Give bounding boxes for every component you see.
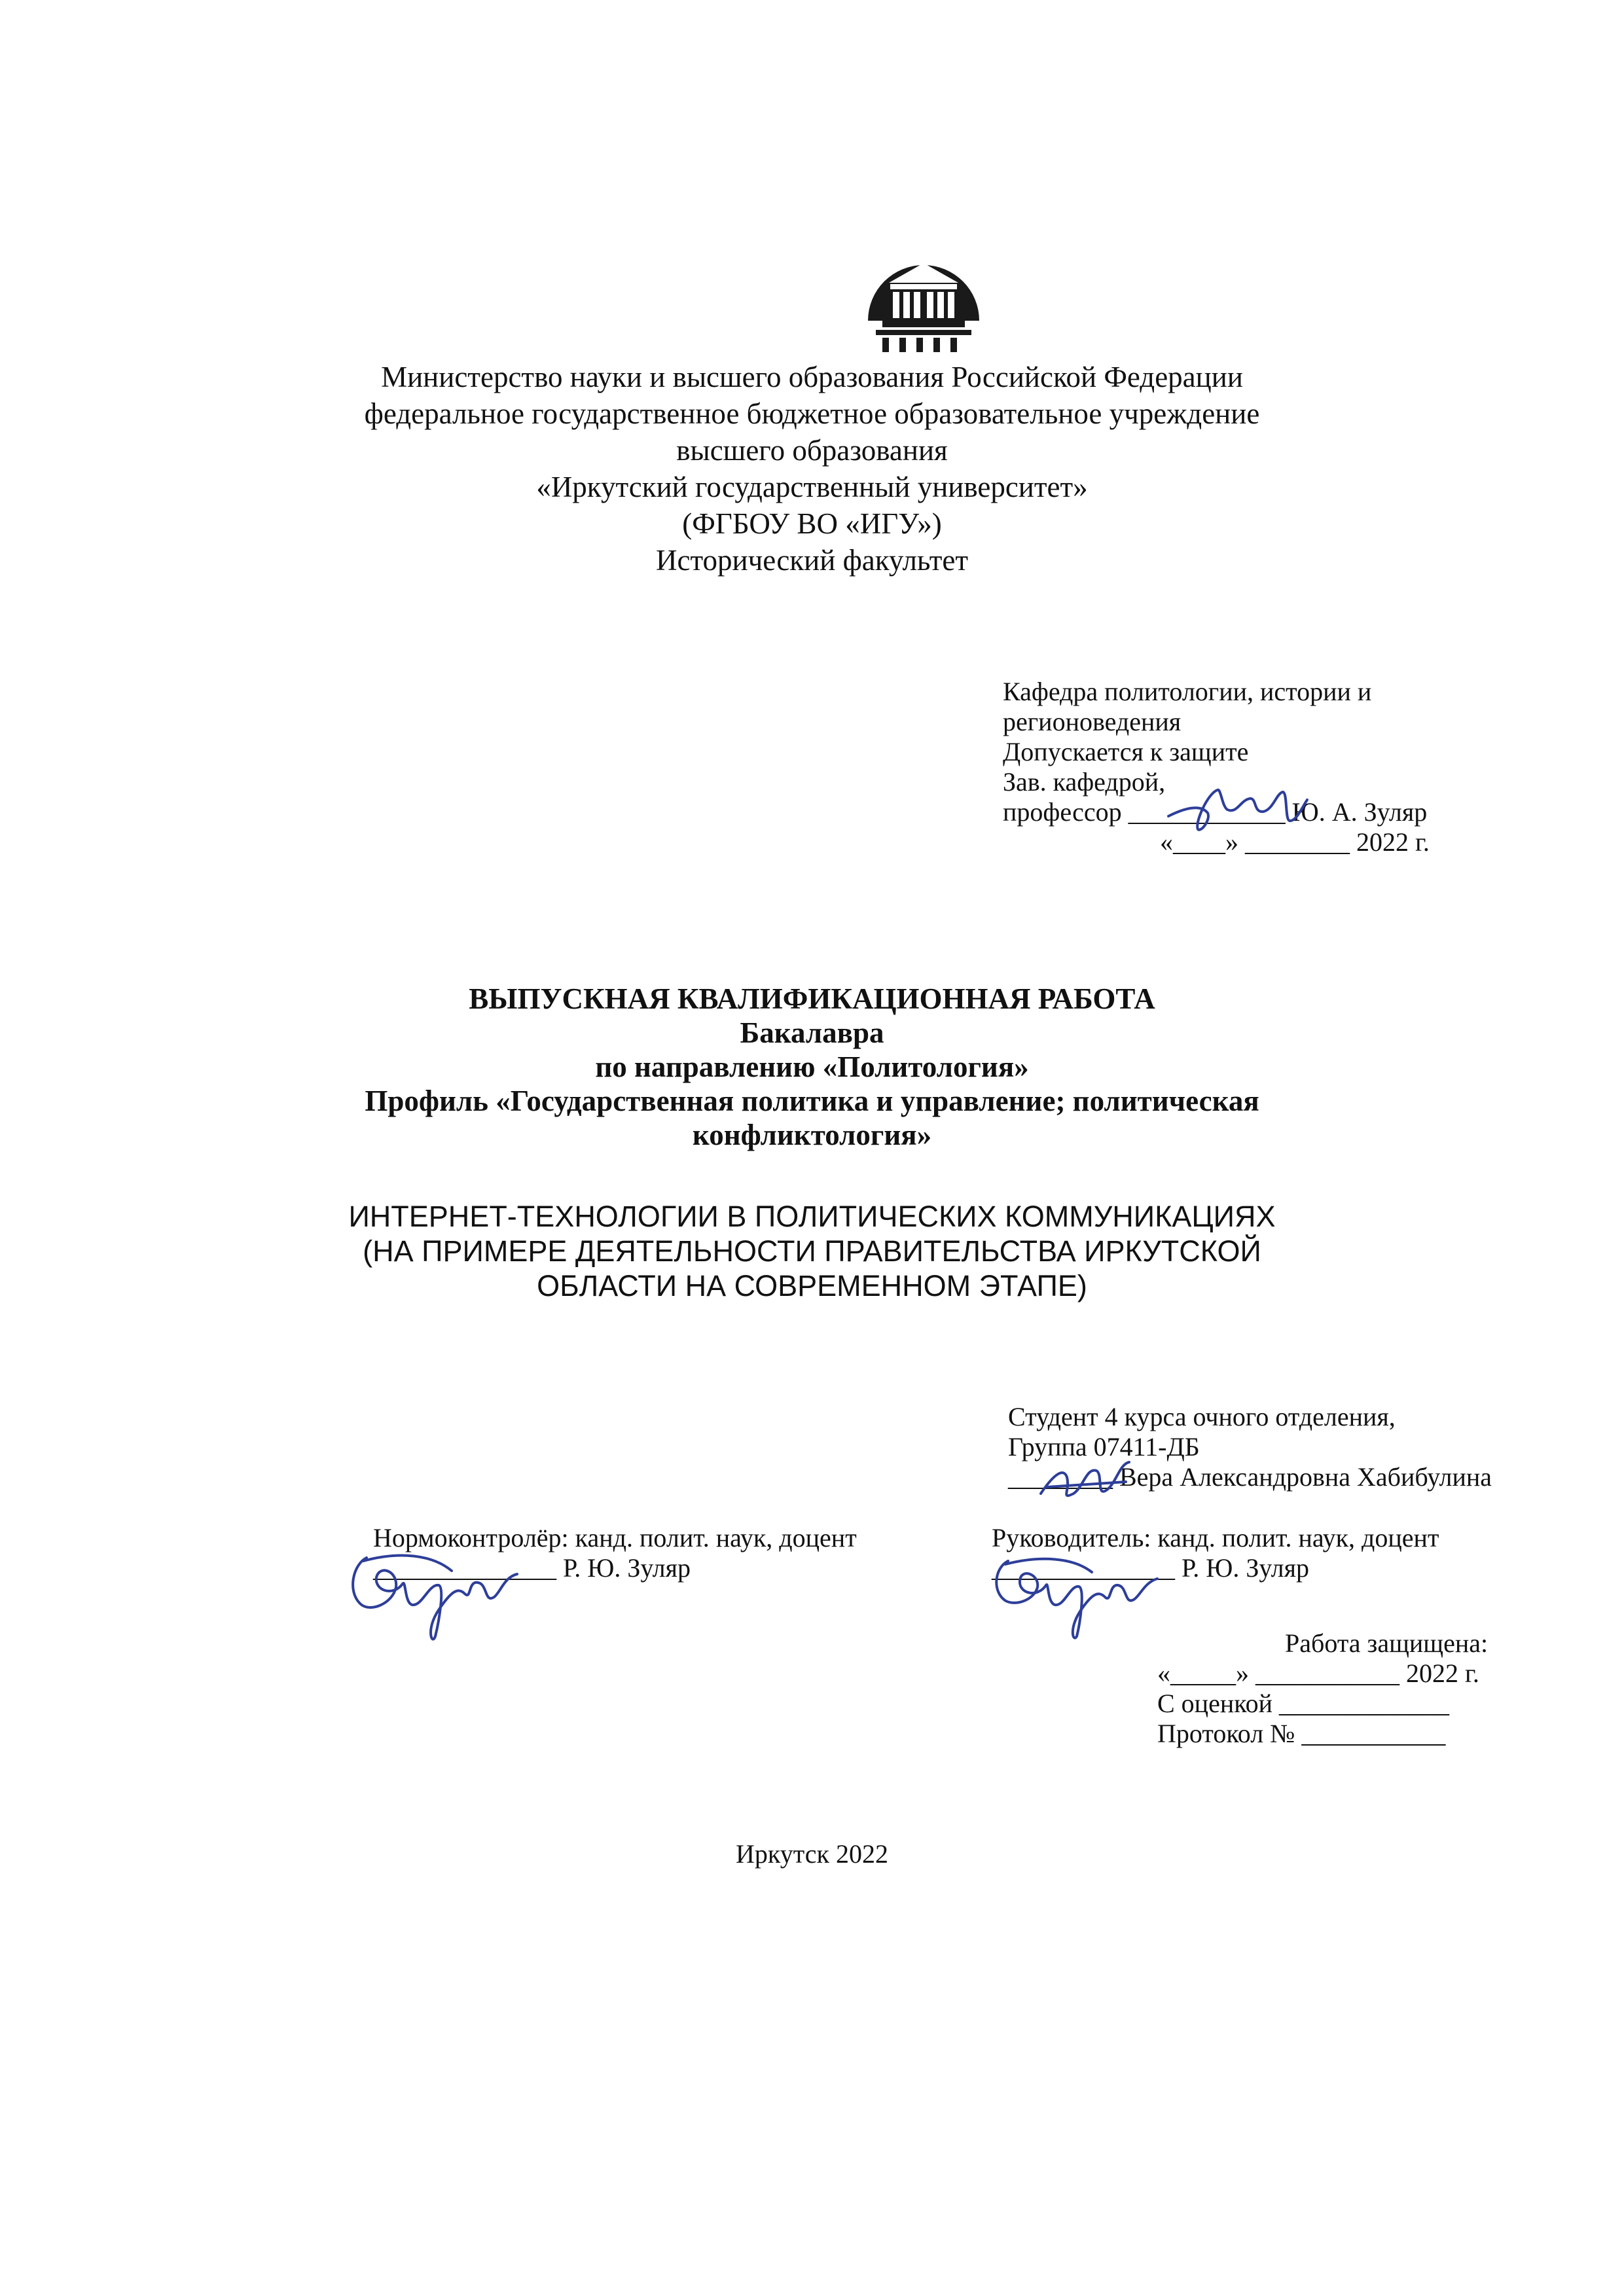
normocontrol-title: Нормоконтролёр: канд. полит. наук, доцент xyxy=(373,1523,857,1552)
defense-protocol-line: Протокол № ___________ xyxy=(1157,1719,1446,1748)
topic-line2: (НА ПРИМЕРЕ ДЕЯТЕЛЬНОСТИ ПРАВИТЕЛЬСТВА ИРКУТСКОЙ xyxy=(363,1234,1261,1268)
defense-date-line: «_____» ___________ 2022 г. xyxy=(1157,1659,1479,1688)
topic-line3: ОБЛАСТИ НА СОВРЕМЕННОМ ЭТАПЕ) xyxy=(537,1269,1087,1302)
department-name-line2: регионоведения xyxy=(1003,707,1182,736)
defense-grade-line: С оценкой _____________ xyxy=(1157,1689,1450,1718)
defense-block xyxy=(1157,1628,1488,1749)
profile-line2: конфликтология» xyxy=(692,1119,932,1151)
normocontrol-name-line: ______________ Р. Ю. Зуляр xyxy=(373,1553,691,1583)
head-title: Зав. кафедрой, xyxy=(1003,767,1166,797)
work-type-block xyxy=(0,982,1624,1152)
department-approval-block xyxy=(1003,677,1430,857)
institution-header xyxy=(0,359,1624,579)
work-type-title: ВЫПУСКНАЯ КВАЛИФИКАЦИОННАЯ РАБОТА xyxy=(469,982,1155,1015)
university-logo xyxy=(863,243,984,352)
supervisor-block xyxy=(992,1523,1439,1583)
department-name-line1: Кафедра политологии, истории и xyxy=(1003,677,1372,706)
institution-type: федеральное государственное бюджетное образовательное учреждение xyxy=(364,397,1260,430)
ministry-name: Министерство науки и высшего образования Российской Федерации xyxy=(381,361,1243,393)
education-level: высшего образования xyxy=(676,434,948,467)
degree-label: Бакалавра xyxy=(740,1016,884,1049)
faculty-name: Исторический факультет xyxy=(655,544,969,577)
supervisor-name-line: ______________ Р. Ю. Зуляр xyxy=(992,1553,1309,1583)
head-signature-line: профессор ____________ Ю. А. Зуляр xyxy=(1003,797,1428,827)
student-course: Студент 4 курса очного отделения, xyxy=(1008,1402,1396,1431)
admission-text: Допускается к защите xyxy=(1003,737,1249,766)
student-group: Группа 07411-ДБ xyxy=(1008,1432,1200,1462)
thesis-topic xyxy=(0,1199,1624,1303)
student-block xyxy=(1008,1402,1492,1492)
supervisor-title: Руководитель: канд. полит. наук, доцент xyxy=(992,1523,1439,1552)
defense-title: Работа защищена: xyxy=(1285,1628,1489,1658)
direction-label: по направлению «Политология» xyxy=(595,1050,1029,1083)
approval-date-line: «____» ________ 2022 г. xyxy=(1160,827,1430,857)
university-name: «Иркутский государственный университет» xyxy=(536,471,1088,503)
topic-line1: ИНТЕРНЕТ-ТЕХНОЛОГИИ В ПОЛИТИЧЕСКИХ КОММУНИКАЦИЯХ xyxy=(348,1200,1276,1233)
student-name-line: ________ Вера Александровна Хабибулина xyxy=(1008,1462,1492,1492)
normocontrol-block xyxy=(373,1523,857,1583)
university-abbreviation: (ФГБОУ ВО «ИГУ») xyxy=(682,507,942,540)
city-year: Иркутск 2022 xyxy=(736,1839,888,1869)
profile-line1: Профиль «Государственная политика и управление; политическая xyxy=(365,1085,1259,1117)
